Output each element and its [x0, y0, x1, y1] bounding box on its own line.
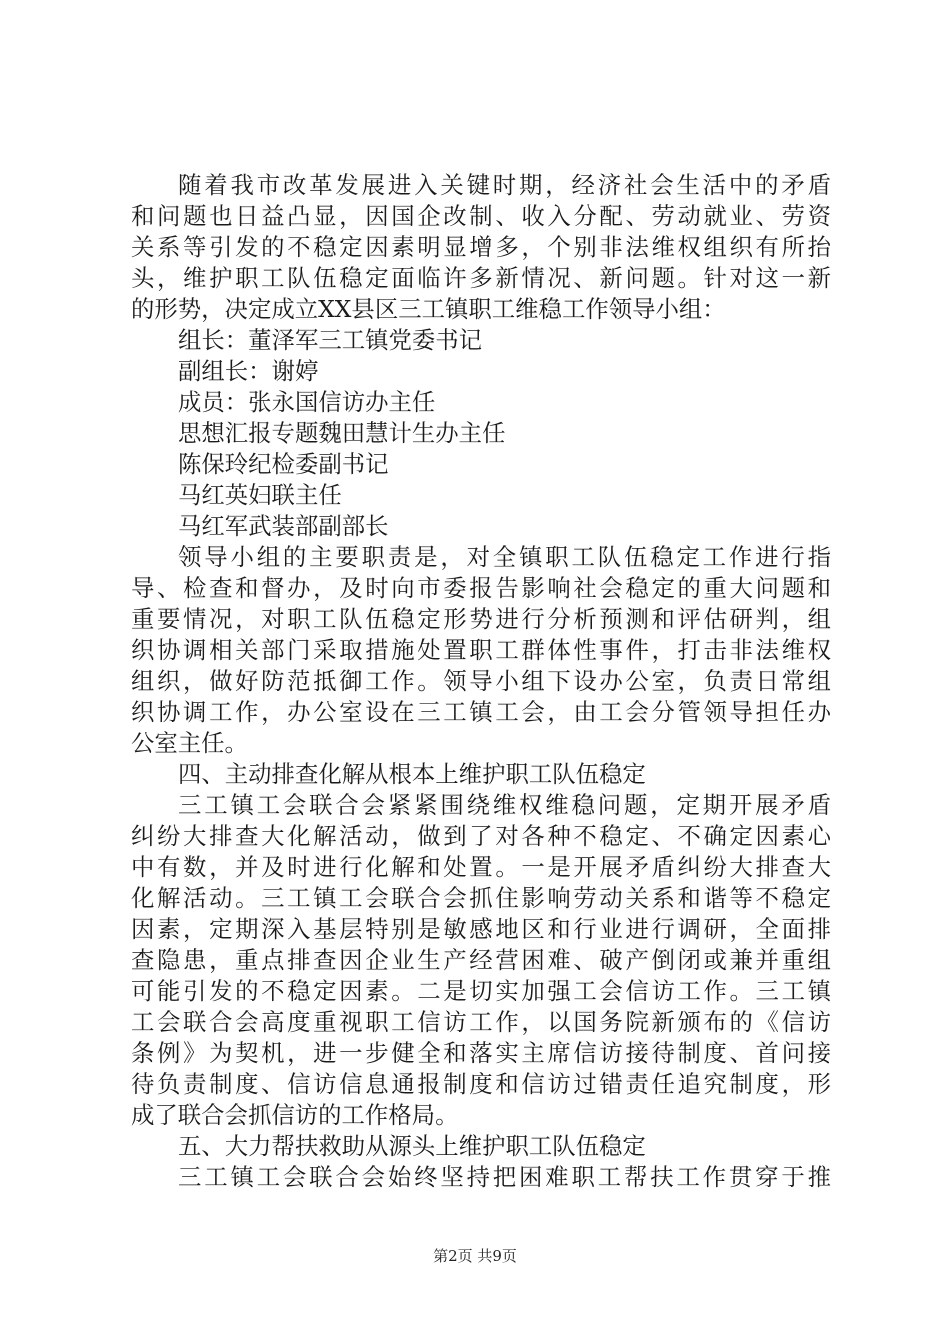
document-body	[131, 170, 831, 1193]
text-line: 纠纷大排查大化解活动，做到了对各种不稳定、不确定因素心	[131, 822, 831, 850]
page-footer: 第2页 共9页	[433, 1247, 517, 1265]
text-line: 随着我市改革发展进入关键时期，经济社会生活中的矛盾	[178, 171, 831, 199]
text-line: 工会联合会高度重视职工信访工作，以国务院新颁布的《信访	[131, 1008, 831, 1036]
text-line: 领导小组的主要职责是，对全镇职工队伍稳定工作进行指	[178, 543, 831, 571]
text-line: 三工镇工会联合会始终坚持把困难职工帮扶工作贯穿于推	[178, 1163, 831, 1191]
text-line: 三工镇工会联合会紧紧围绕维权维稳问题，定期开展矛盾	[178, 791, 831, 819]
text-line: 副组长：谢婷	[178, 357, 319, 385]
text-line: 可能引发的不稳定因素。二是切实加强工会信访工作。三工镇	[131, 977, 831, 1005]
text-line: 成员：张永国信访办主任	[178, 388, 436, 416]
text-line: 马红英妇联主任	[178, 481, 342, 509]
text-line: 和问题也日益凸显，因国企改制、收入分配、劳动就业、劳资	[131, 202, 831, 230]
text-line: 中有数，并及时进行化解和处置。一是开展矛盾纠纷大排查大	[131, 853, 831, 881]
text-line: 织协调工作，办公室设在三工镇工会，由工会分管领导担任办	[131, 698, 831, 726]
text-line: 四、主动排查化解从根本上维护职工队伍稳定	[178, 760, 646, 788]
text-line: 组织，做好防范抵御工作。领导小组下设办公室，负责日常组	[131, 667, 831, 695]
text-line: 思想汇报专题魏田慧计生办主任	[178, 419, 506, 447]
text-line: 查隐患，重点排查因企业生产经营困难、破产倒闭或兼并重组	[131, 946, 831, 974]
text-line: 公室主任。	[131, 729, 248, 757]
text-line: 五、大力帮扶救助从源头上维护职工队伍稳定	[178, 1132, 646, 1160]
text-line: 成了联合会抓信访的工作格局。	[131, 1101, 459, 1129]
text-line: 导、检查和督办，及时向市委报告影响社会稳定的重大问题和	[131, 574, 831, 602]
text-line: 关系等引发的不稳定因素明显增多，个别非法维权组织有所抬	[131, 233, 831, 261]
text-line: 待负责制度、信访信息通报制度和信访过错责任追究制度，形	[131, 1070, 831, 1098]
text-line: 马红军武装部副部长	[178, 512, 389, 540]
text-line: 因素，定期深入基层特别是敏感地区和行业进行调研，全面排	[131, 915, 831, 943]
text-line: 陈保玲纪检委副书记	[178, 450, 389, 478]
text-line: 化解活动。三工镇工会联合会抓住影响劳动关系和谐等不稳定	[131, 884, 831, 912]
text-line: 织协调相关部门采取措施处置职工群体性事件，打击非法维权	[131, 636, 831, 664]
text-line: 条例》为契机，进一步健全和落实主席信访接待制度、首问接	[131, 1039, 831, 1067]
text-line: 的形势，决定成立XX县区三工镇职工维稳工作领导小组：	[131, 295, 726, 323]
text-line: 组长：董泽军三工镇党委书记	[178, 326, 483, 354]
text-line: 重要情况，对职工队伍稳定形势进行分析预测和评估研判，组	[131, 605, 831, 633]
text-line: 头，维护职工队伍稳定面临许多新情况、新问题。针对这一新	[131, 264, 831, 292]
